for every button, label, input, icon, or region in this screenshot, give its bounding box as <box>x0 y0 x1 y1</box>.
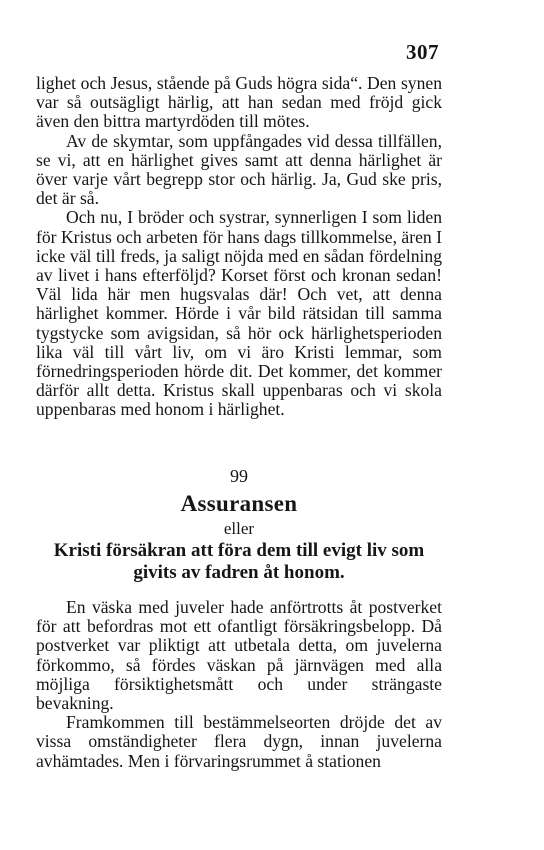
top-text-block <box>36 74 442 420</box>
paragraph: Av de skymtar, som uppfångades vid dessa tillfällen, se vi, att en härlighet gives samt att denna härlighet är över varje vårt begrepp stor och härlig. Ja, Gud ske pris, det är så. <box>36 130 442 209</box>
page-number: 307 <box>406 40 439 64</box>
paragraph: En väska med juveler hade anförtrotts åt postverket för att befordras mot ett ofantligt försäkringsbelopp. Då postverket var pliktigt att utbetala detta, om juvelerna förkommo, så fördes väskan på järnvägen med alla möjliga försiktighetsmått och under strängaste bevakning. <box>36 597 442 714</box>
section-title: Assuransen <box>180 491 298 516</box>
paragraph: Framkommen till bestämmelseorten dröjde det av vissa omständigheter flera dygn, innan juvelerna avhämtades. Men i förvaringsrummet å stationen <box>36 712 442 771</box>
bottom-text-block <box>36 598 442 771</box>
section-or-text: eller <box>223 519 255 538</box>
paragraph: Och nu, I bröder och systrar, synnerligen I som liden för Kristus och arbeten för hans dags tillkommelse, ären I icke väl till freds, ja saligt nöjda med en sådan fördelning av livet i hans efterföljd? Korset först och kronan sedan! Väl lida här men hugsvalas där! Och vet, att denna härlighet kommer. Hörde i vår bild rätsidan till samma tygstycke som avigsidan, så hör ock härlighetsperioden lika väl till vårt liv, om vi äro Kristi lemmar, som förnedringsperioden hörde dit. Det kommer, det kommer därför allt detta. Kristus skall uppenbaras och vi skola uppenbaras med honom i härlighet. <box>36 207 442 420</box>
section-number: 99 <box>230 466 248 486</box>
section-subtitle: Kristi försäkran att föra dem till evigt liv som givits av fadren åt honom. <box>53 540 425 583</box>
paragraph: lighet och Jesus, stående på Guds högra sida“. Den synen var så outsägligt härlig, att han sedan med fröjd gick även den bittra martyrdöden till mötes. <box>36 73 442 132</box>
